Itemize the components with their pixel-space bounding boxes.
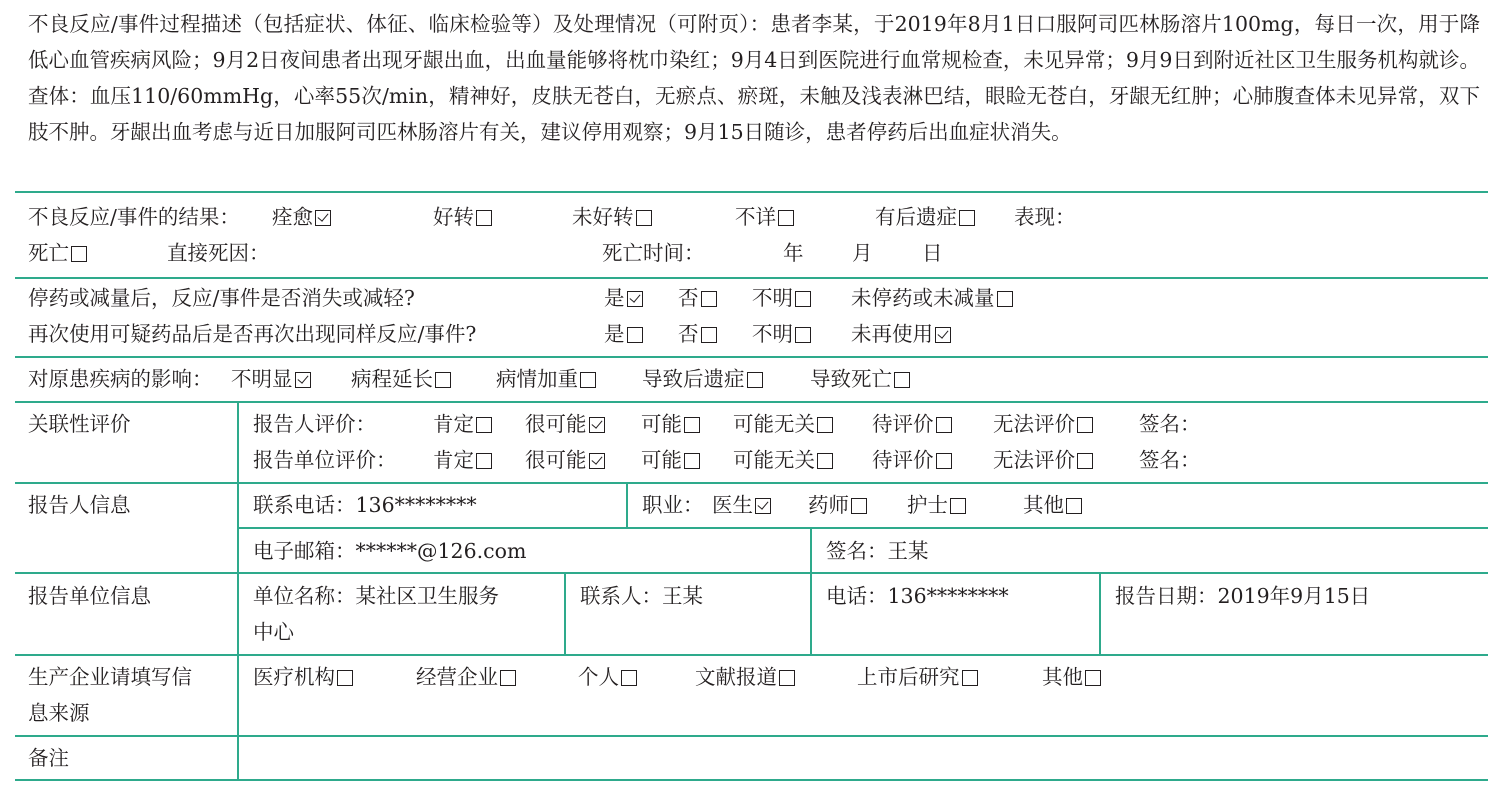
rechallenge-option-yes[interactable]: 是 [604,316,643,352]
impact-label: 对原患疾病的影响： [28,367,213,391]
event-description [28,6,1480,150]
rechallenge-no-checkbox[interactable] [701,327,717,343]
death-month-label: 月 [852,241,873,265]
row-divider [15,401,1488,403]
impact-prolonged-checkbox[interactable] [435,372,451,388]
direct-cause-label: 直接死因： [167,241,270,265]
row-divider [15,779,1488,781]
reporter-eval-definite-checkbox[interactable] [476,417,492,433]
outcome-not-improved-checkbox[interactable] [636,210,652,226]
row-divider [15,191,1488,193]
dechallenge-option-yes[interactable]: 是 [604,280,643,316]
row-divider [15,277,1488,279]
reporter-eval-unlikely-checkbox[interactable] [817,417,833,433]
rechallenge-option-no[interactable]: 否 [678,316,717,352]
unit-eval-possible-checkbox[interactable] [684,453,700,469]
outcome-cured-checkbox[interactable] [315,210,331,226]
source-option-individual[interactable]: 个人 [578,659,637,695]
outcome-option-death[interactable]: 死亡 [28,235,87,271]
dechallenge-option-not-stopped[interactable]: 未停药或未减量 [851,280,1013,316]
unit-eval-option-possible[interactable]: 可能 [641,442,700,478]
reporter-eval-pending-checkbox[interactable] [936,417,952,433]
causality-label: 关联性评价 [28,412,131,436]
rechallenge-yes-checkbox[interactable] [627,327,643,343]
unit-name-line2: 中心 [253,620,294,644]
reporter-eval-option-possible[interactable]: 可能 [641,406,700,442]
source-post-market-study-checkbox[interactable] [962,670,978,686]
death-day-label: 日 [922,241,943,265]
report-date: 报告日期：2019年9月15日 [1115,584,1371,608]
occupation-label: 职业： [642,493,704,517]
death-time-label: 死亡时间： [602,241,705,265]
rechallenge-option-unclear[interactable]: 不明 [752,316,811,352]
outcome-option-improved[interactable]: 好转 [433,199,492,235]
dechallenge-unclear-checkbox[interactable] [795,291,811,307]
occupation-option-other[interactable]: 其他 [1023,487,1082,523]
outcome-option-not-improved[interactable]: 未好转 [572,199,652,235]
source-label-line1: 生产企业请填写信 [28,665,192,689]
description-text: 患者李某，于2019年8月1日口服阿司匹林肠溶片100mg，每日一次，用于降低心血管疾病风险；9月2日夜间患者出现牙龈出血，出血量能够将枕巾染红；9月4日到医院进行血常规检查，未见异常；9月9日到附近社区卫生服务机构就诊。查体：血压110/60mmHg，心率55次/min，精神好，皮肤无苍白，无瘀点、瘀斑，未触及浅表淋巴结，眼睑无苍白，牙龈无红肿；心肺腹查体未见异常，双下肢不肿。牙龈出血考虑与近日加服阿司匹林肠溶片有关，建议停用观察；9月15日随诊，患者停药后出血症状消失。 [28,12,1480,144]
reporter-eval-probable-checkbox[interactable] [589,417,605,433]
column-divider [810,527,812,655]
occupation-pharmacist-checkbox[interactable] [851,498,867,514]
impact-option-not-obvious[interactable]: 不明显 [231,361,311,397]
reporter-eval-option-unassessable[interactable]: 无法评价 [993,406,1093,442]
unit-eval-unlikely-checkbox[interactable] [817,453,833,469]
unit-eval-option-definite[interactable]: 肯定 [433,442,492,478]
impact-option-prolonged[interactable]: 病程延长 [351,361,451,397]
row-divider [238,527,1488,529]
unit-info-label: 报告单位信息 [28,584,151,608]
impact-option-death[interactable]: 导致死亡 [810,361,910,397]
source-option-other[interactable]: 其他 [1042,659,1101,695]
dechallenge-not-stopped-checkbox[interactable] [997,291,1013,307]
reporter-eval-option-unlikely[interactable]: 可能无关 [733,406,833,442]
source-distributor-checkbox[interactable] [500,670,516,686]
reporter-eval-option-definite[interactable]: 肯定 [433,406,492,442]
unit-name-line1: 单位名称：某社区卫生服务 [253,584,499,608]
reporter-phone: 联系电话：136******** [253,493,477,517]
dechallenge-question: 停药或减量后，反应/事件是否消失或减轻? [28,286,415,310]
dechallenge-option-unclear[interactable]: 不明 [752,280,811,316]
row-divider [15,482,1488,484]
occupation-doctor-checkbox[interactable] [755,498,771,514]
impact-not-obvious-checkbox[interactable] [295,372,311,388]
unit-evaluation-label: 报告单位评价： [253,448,397,472]
reporter-info-label: 报告人信息 [28,493,131,517]
unit-phone: 电话：136******** [826,584,1009,608]
impact-sequelae-checkbox[interactable] [747,372,763,388]
unit-eval-definite-checkbox[interactable] [476,453,492,469]
dechallenge-yes-checkbox[interactable] [627,291,643,307]
row-divider [15,654,1488,656]
occupation-option-nurse[interactable]: 护士 [907,487,966,523]
column-divider [564,572,566,655]
unit-eval-option-pending[interactable]: 待评价 [872,442,952,478]
dechallenge-no-checkbox[interactable] [701,291,717,307]
source-other-checkbox[interactable] [1085,670,1101,686]
remarks-field[interactable] [240,737,1486,779]
rechallenge-option-not-reused[interactable]: 未再使用 [851,316,951,352]
rechallenge-unclear-checkbox[interactable] [795,327,811,343]
impact-option-sequelae[interactable]: 导致后遗症 [642,361,763,397]
unit-eval-unassessable-checkbox[interactable] [1077,453,1093,469]
remarks-label: 备注 [28,746,69,770]
source-label-line2: 息来源 [28,701,90,725]
rechallenge-not-reused-checkbox[interactable] [935,327,951,343]
death-year-label: 年 [783,241,804,265]
impact-aggravated-checkbox[interactable] [580,372,596,388]
source-individual-checkbox[interactable] [621,670,637,686]
description-label: 不良反应/事件过程描述（包括症状、体征、临床检验等）及处理情况（可附页）： [28,12,771,36]
outcome-option-sequelae[interactable]: 有后遗症 [875,199,975,235]
reporter-eval-possible-checkbox[interactable] [684,417,700,433]
outcome-option-unknown[interactable]: 不详 [735,199,794,235]
source-literature-checkbox[interactable] [779,670,795,686]
occupation-option-doctor[interactable]: 医生 [712,487,771,523]
outcome-option-cured[interactable]: 痊愈 [272,199,331,235]
manifestation-label: 表现： [1014,205,1076,229]
row-divider [15,356,1488,358]
column-divider [1099,572,1101,655]
reporter-eval-unassessable-checkbox[interactable] [1077,417,1093,433]
outcome-death-checkbox[interactable] [71,246,87,262]
impact-option-aggravated[interactable]: 病情加重 [496,361,596,397]
source-option-post-market-study[interactable]: 上市后研究 [857,659,978,695]
source-option-literature[interactable]: 文献报道 [695,659,795,695]
source-medical-institution-checkbox[interactable] [337,670,353,686]
source-option-distributor[interactable]: 经营企业 [416,659,516,695]
unit-eval-option-unassessable[interactable]: 无法评价 [993,442,1093,478]
unit-eval-probable-checkbox[interactable] [589,453,605,469]
unit-contact: 联系人：王某 [580,584,703,608]
unit-eval-option-probable[interactable]: 很可能 [525,442,605,478]
reporter-eval-option-pending[interactable]: 待评价 [872,406,952,442]
rechallenge-question: 再次使用可疑药品后是否再次出现同样反应/事件? [28,322,477,346]
unit-eval-signature-label: 签名： [1139,448,1201,472]
occupation-other-checkbox[interactable] [1066,498,1082,514]
column-divider [237,401,239,781]
reporter-email: 电子邮箱：******@126.com [253,539,527,563]
outcome-sequelae-checkbox[interactable] [959,210,975,226]
reporter-signature: 签名：王某 [826,539,929,563]
impact-death-checkbox[interactable] [894,372,910,388]
outcome-label: 不良反应/事件的结果： [28,205,240,229]
occupation-option-pharmacist[interactable]: 药师 [808,487,867,523]
column-divider [626,482,628,528]
row-divider [15,572,1488,574]
occupation-nurse-checkbox[interactable] [950,498,966,514]
reporter-evaluation-label: 报告人评价： [253,412,376,436]
source-option-medical-institution[interactable]: 医疗机构 [253,659,353,695]
reporter-eval-option-probable[interactable]: 很可能 [525,406,605,442]
dechallenge-option-no[interactable]: 否 [678,280,717,316]
outcome-unknown-checkbox[interactable] [778,210,794,226]
reporter-eval-signature-label: 签名： [1139,412,1201,436]
unit-eval-option-unlikely[interactable]: 可能无关 [733,442,833,478]
unit-eval-pending-checkbox[interactable] [936,453,952,469]
outcome-improved-checkbox[interactable] [476,210,492,226]
